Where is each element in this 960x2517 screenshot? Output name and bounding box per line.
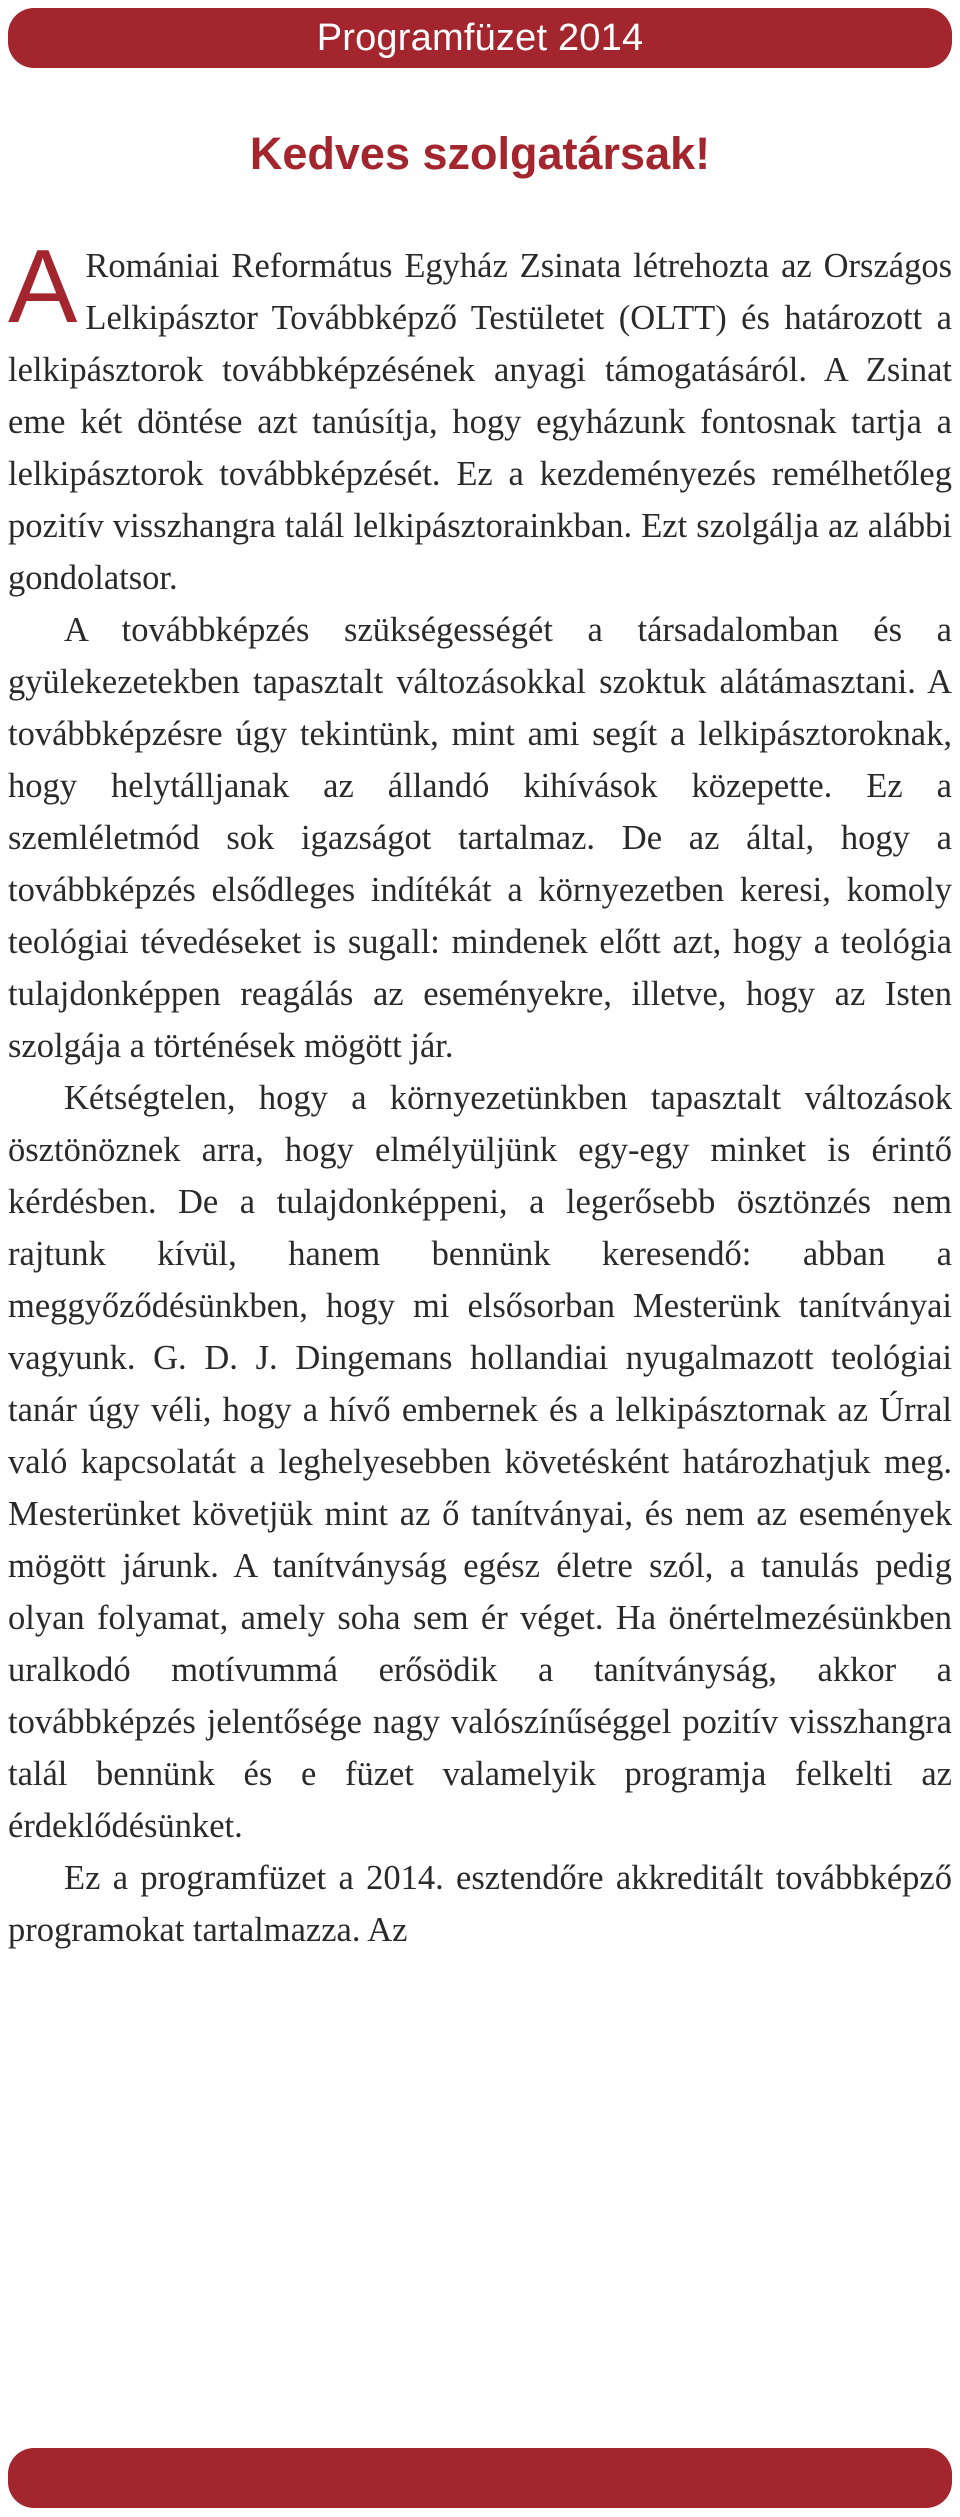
paragraph-3: Kétségtelen, hogy a környezetünkben tapasztalt változások ösztönöznek arra, hogy elmélyüljünk egy-egy minket is érintő kérdésben. De a tulajdonképpeni, a legerősebb ösztönzés nem rajtunk kívül, hanem bennünk keresendő: abban a meggyőződésünkben, hogy mi elsősorban Mesterünk tanítványai vagyunk. G. D. J. Dingemans hollandiai nyugalmazott teológiai tanár úgy véli, hogy a hívő embernek és a lelkipásztornak az Úrral való kapcsolatát a leghelyesebben követésként határozhatjuk meg. Mesterünket követjük mint az ő tanítványai, és nem az események mögött járunk. A tanítványság egész életre szól, a tanulás pedig olyan folyamat, amely soha sem ér véget. Ha önértelmezésünkben uralkodó motívummá erősödik a tanítványság, akkor a továbbképzés jelentősége nagy valószínűséggel pozitív visszhangra talál bennünk és e füzet valamelyik programja felkelti az érdeklődésünket. [8,1079,952,1845]
paragraph-1 [8,229,952,604]
paragraph-1-text: Romániai Református Egyház Zsinata létrehozta az Országos Lelkipásztor Továbbképző Testületet (OLTT) és határozott a lelkipásztorok továbbképzésének anyagi támogatásáról. A Zsinat eme két döntése azt tanúsítja, hogy egyházunk fontosnak tartja a lelkipásztorok továbbképzését. Ez a kezdeményezés remélhetőleg pozitív visszhangra talál lelkipásztorainkban. Ezt szolgálja az alábbi gondolatsor. [8,247,952,597]
header-bar [8,8,952,68]
drop-cap: A [8,229,78,345]
footer-bar [8,2448,952,2508]
header-title: Programfüzet 2014 [316,16,644,59]
page-title: Kedves szolgatársak! [249,128,711,179]
article-body [8,229,952,1956]
paragraph-4: Ez a programfüzet a 2014. esztendőre akkreditált továbbképző programokat tartalmazza. Az [8,1859,952,1949]
paragraph-2: A továbbképzés szükségességét a társadalomban és a gyülekezetekben tapasztalt változásokkal szoktuk alátámasztani. A továbbképzésre úgy tekintünk, mint ami segít a lelkipásztoroknak, hogy helytálljanak az állandó kihívások közepette. Ez a szemléletmód sok igazságot tartalmaz. De az által, hogy a továbbképzés elsődleges indítékát a környezetben keresi, komoly teológiai tévedéseket is sugall: mindenek előtt azt, hogy a teológia tulajdonképpen reagálás az eseményekre, illetve, hogy az Isten szolgája a történések mögött jár. [8,611,952,1065]
